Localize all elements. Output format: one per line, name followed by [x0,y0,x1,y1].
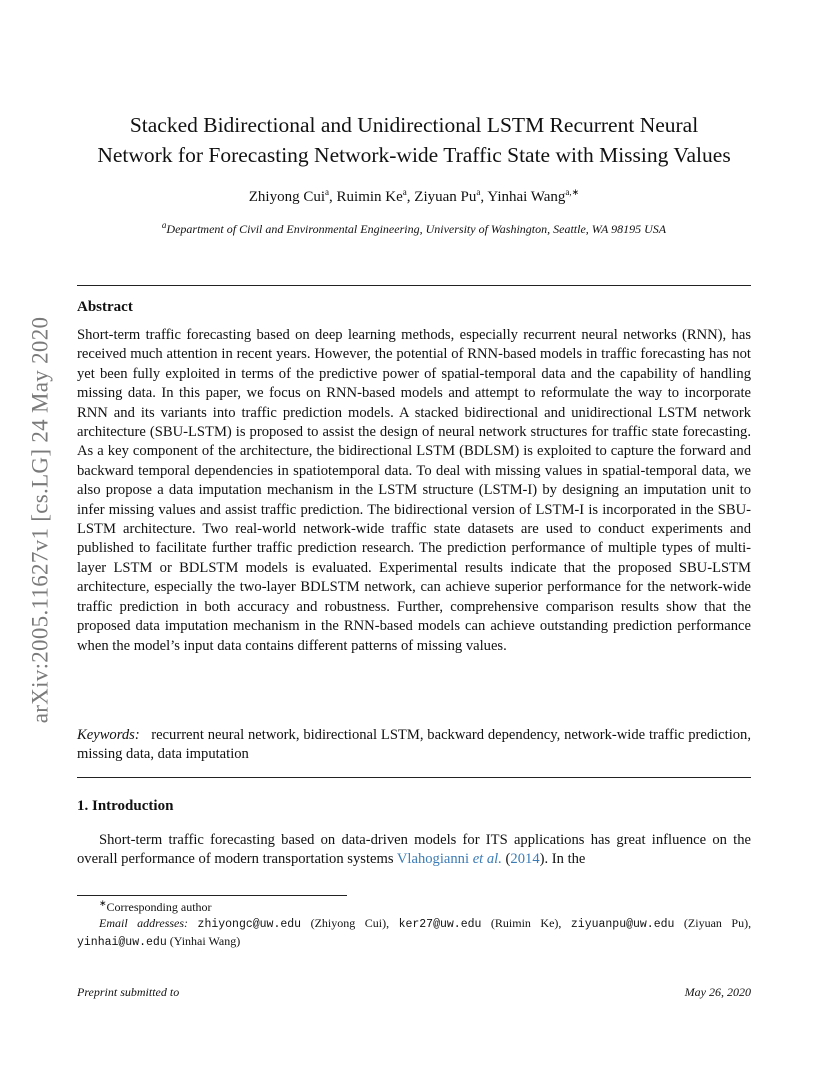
author-affil-mark: a [325,187,330,197]
footnote-corresponding [77,899,751,915]
footer-date: May 26, 2020 [684,985,751,999]
title-line-1: Stacked Bidirectional and Unidirectional LSTM Recurrent Neural [129,113,699,137]
author-name: Ruimin Ke [336,189,403,205]
affiliation-mark: a [161,220,167,230]
email-owner: (Yinhai Wang) [169,934,241,948]
author-name: Zhiyong Cui [248,189,326,205]
title-line-2: Network for Forecasting Network-wide Traffic State with Missing Values [97,143,731,167]
citation-paren-open: ( [505,851,511,868]
section-heading-introduction: 1. Introduction [77,798,174,814]
email-owner: (Ruimin Ke), [490,916,562,930]
email-link[interactable]: ker27@uw.edu [398,918,482,931]
affiliation [77,222,751,237]
author-list: Zhiyong Cui$^a$, Ruimin Ke$^a$, Ziyuan Pu$^a$, Yinhai Wang$^{a,∗}$ [248,187,580,205]
citation-etal: et al. [472,851,502,868]
arxiv-id-text: arXiv:2005.11627v1 [cs.LG] 24 May 2020 [27,316,53,724]
divider-top [77,285,751,286]
email-link[interactable]: zhiyongc@uw.edu [197,918,302,931]
citation-paren-close: ). [539,851,549,868]
email-owner: (Zhiyong Cui), [310,916,390,930]
footnote-mark: ∗ [99,898,107,908]
email-link[interactable]: ziyuanpu@uw.edu [570,918,675,931]
paper-title [77,110,751,170]
page-footer [77,985,751,1000]
footer-left: Preprint submitted to [77,985,180,999]
footnote-corresponding-text: Corresponding author [106,900,212,914]
author-name: Yinhai Wang [487,189,566,205]
citation-year-link[interactable]: 2014 [510,851,540,868]
intro-text-cont: In the [548,851,586,868]
author-name: Ziyuan Pu [414,189,477,205]
keywords [77,726,751,765]
arxiv-identifier [20,280,60,760]
keywords-text: recurrent neural network, bidirectional LSTM, backward dependency, network-wide traffic prediction, missing data, data imputation [77,727,752,763]
divider-bottom [77,777,751,778]
email-label: Email addresses: [99,916,189,930]
keywords-label: Keywords: [77,727,140,743]
author-affil-mark: a [476,187,481,197]
footnote-rule [77,895,347,896]
intro-text: Short-term traffic forecasting based on data-driven models for ITS applications has great influence on the overall performance of modern transportation systems [77,832,751,868]
affiliation-text: Department of Civil and Environmental Engineering, University of Washington, Seattle, WA 98195 USA [166,222,667,236]
abstract-heading: Abstract [77,299,133,315]
citation-author: Vlahogianni [396,851,470,868]
author-affil-mark: a [402,187,407,197]
author-affil-mark: a,∗ [565,187,580,197]
email-owner: (Ziyuan Pu), [683,916,752,930]
citation-link[interactable] [397,851,502,867]
introduction-paragraph [77,831,751,870]
abstract-body: Short-term traffic forecasting based on deep learning methods, especially recurrent neural networks (RNN), has received much attention in recent years. However, the potential of RNN-based models in traffic forecasting has not yet been fully exploited in terms of the predictive power of spatial-temporal data and the capability of handling missing data. In this paper, we focus on RNN-based models and attempt to reformulate the way to incorporate RNN and its variants into traffic prediction models. A stacked bidirectional and unidirectional LSTM network architecture (SBU-LSTM) is proposed to assist the design of neural network structures for traffic state forecasting. As a key component of the architecture, the bidirectional LSTM (BDLSM) is exploited to capture the forward and backward temporal dependencies in spatiotemporal data. To deal with missing values in spatial-temporal data, we also propose a data imputation mechanism in the LSTM structure (LSTM-I) by designing an imputation unit to infer missing values and assist traffic prediction. The bidirectional version of LSTM-I is incorporated in the SBU-LSTM architecture. Two real-world network-wide traffic state datasets are used to conduct experiments and published to facilitate further traffic prediction research. The prediction performance of multiple types of multi-layer LSTM or BDLSTM models is evaluated. Experimental results indicate that the proposed SBU-LSTM architecture, especially the two-layer BDLSTM network, can achieve superior performance for the network-wide traffic prediction in both accuracy and robustness. Further, comprehensive comparison results show that the proposed data imputation mechanism in the RNN-based models can achieve outstanding prediction performance when the model’s input data contains different patterns of missing values. [77,327,751,654]
footnote-emails [77,915,751,951]
email-link[interactable]: yinhai@uw.edu [77,936,167,949]
